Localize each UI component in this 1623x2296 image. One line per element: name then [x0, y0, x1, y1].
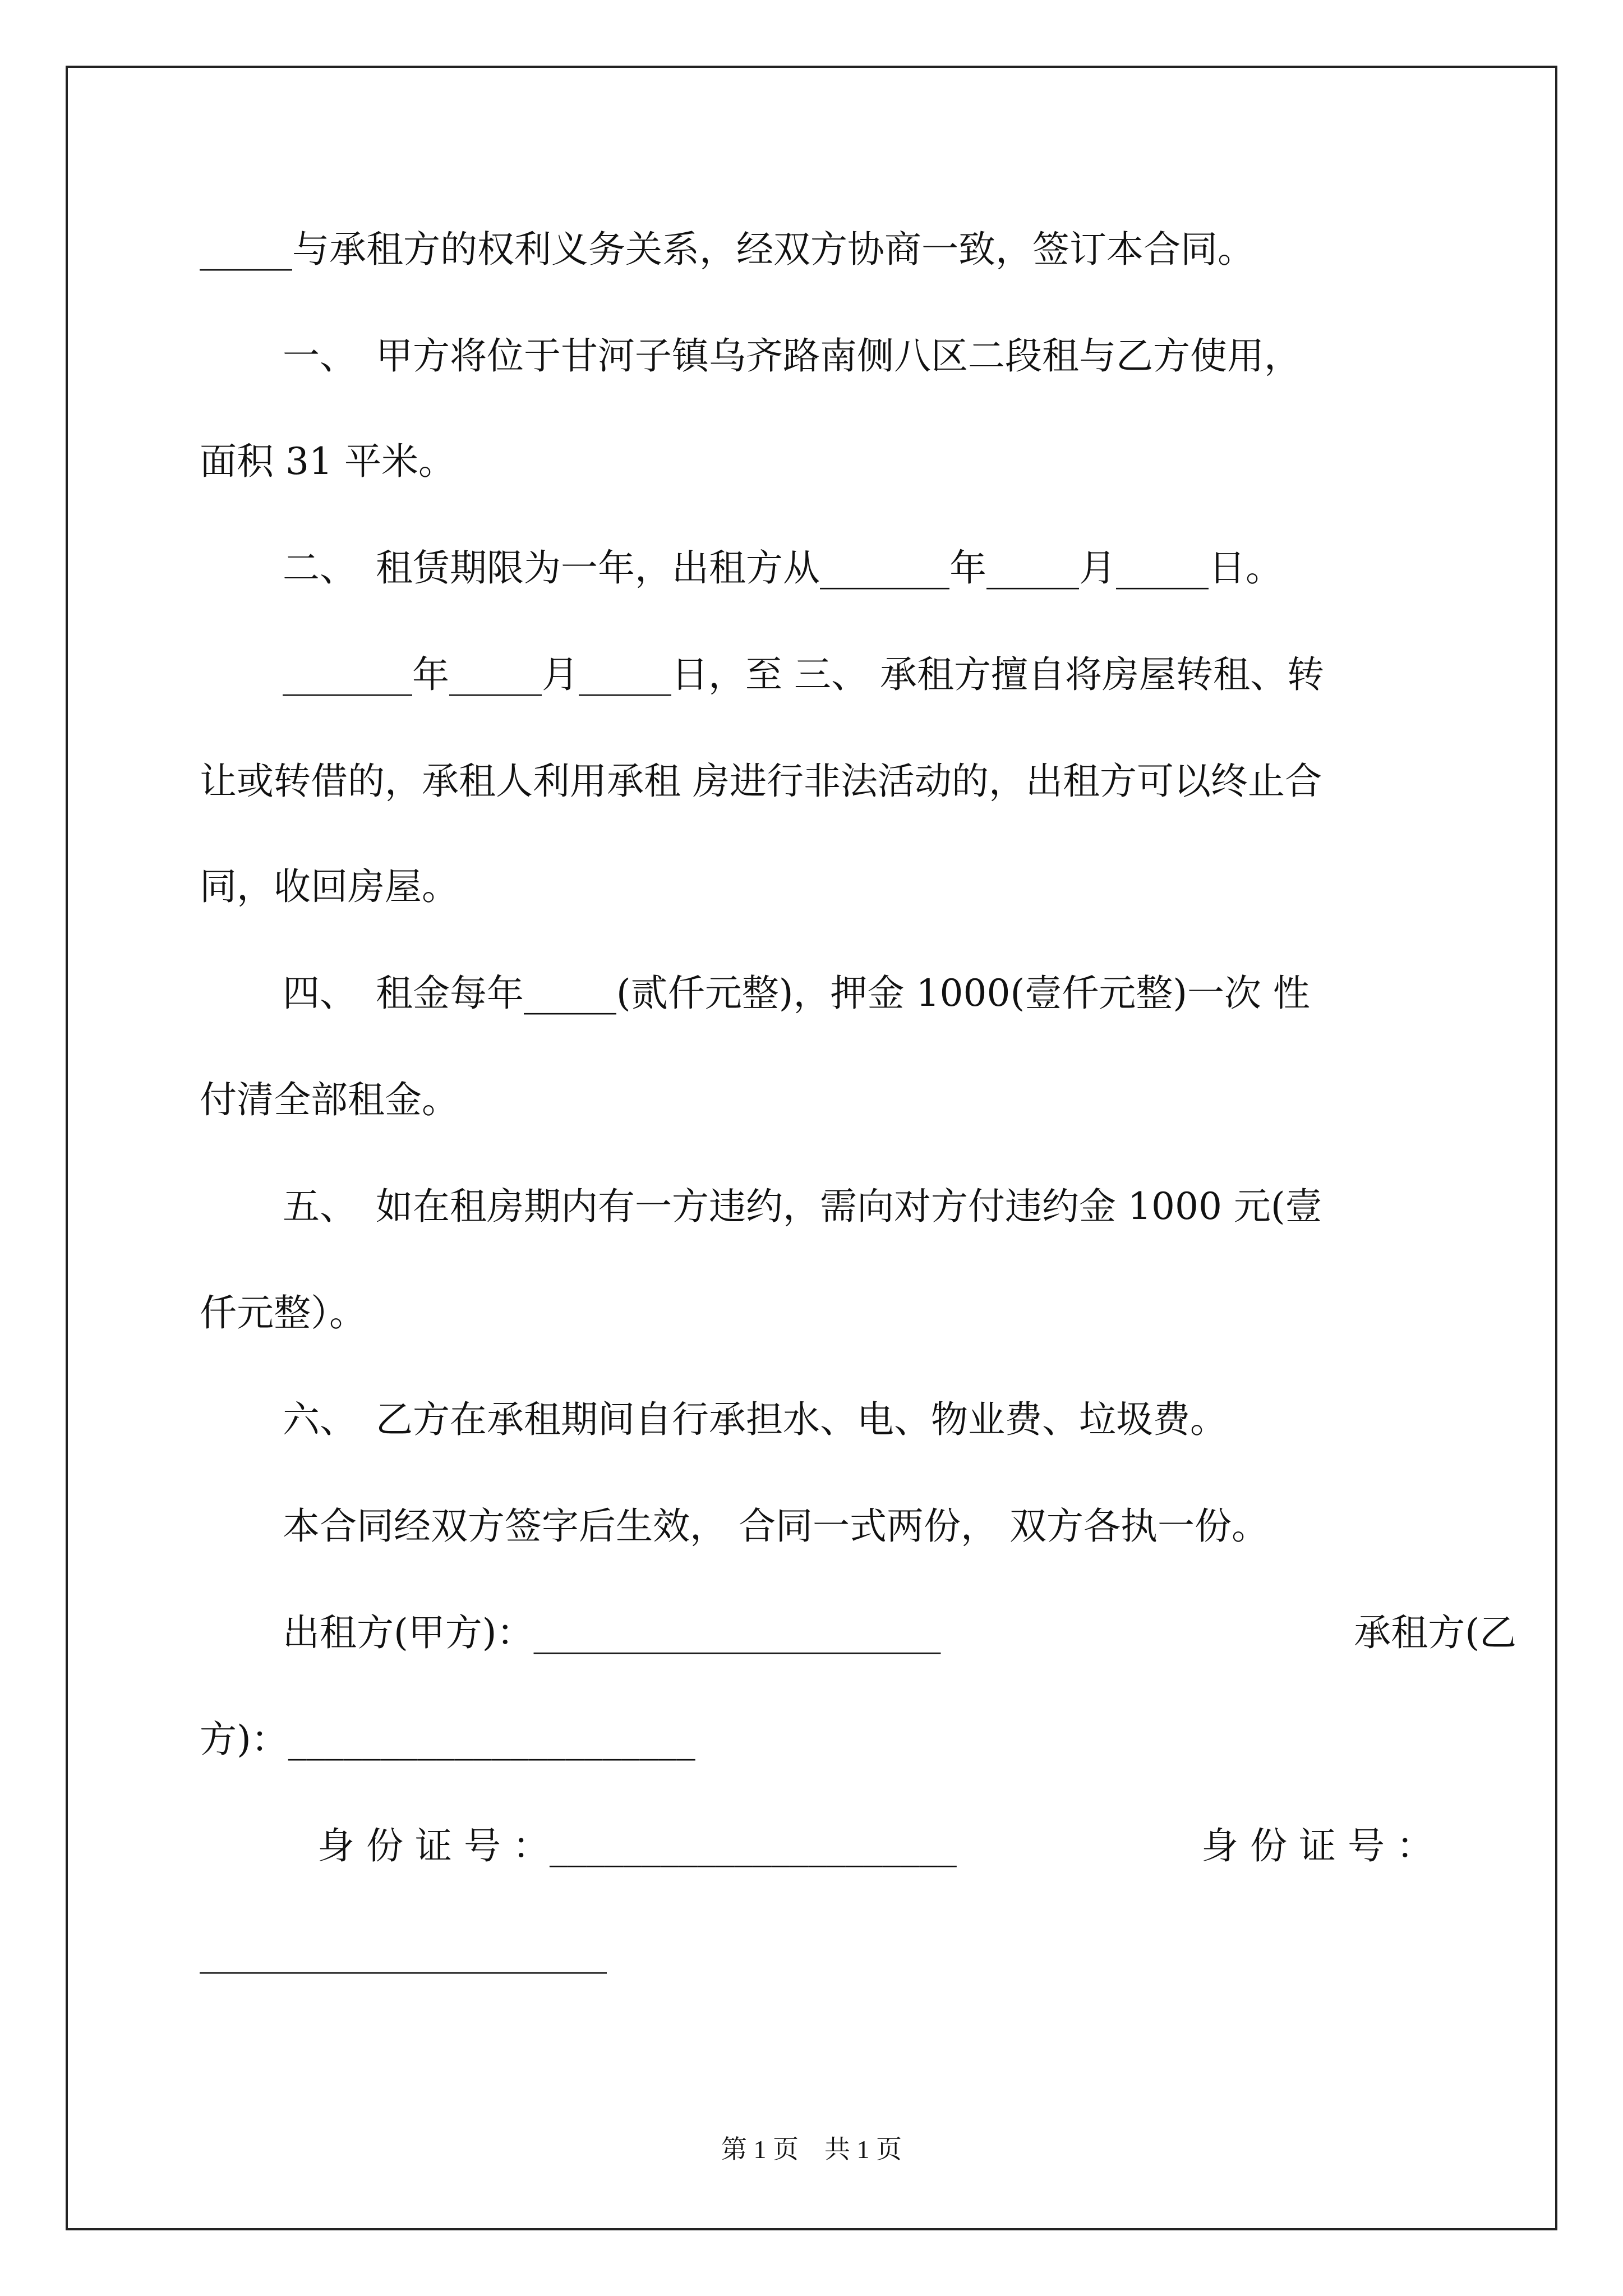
clause-4-text: 租金每年_____(贰仟元整)，押金 1000(壹仟元整)一次 性 — [376, 972, 1310, 1015]
lessee-id-blank: ______________________ — [200, 1931, 607, 1974]
id-number-line — [200, 1821, 1433, 1871]
clause-6 — [200, 1395, 1516, 1445]
lessee-id-label: 身 份 证 号 ： — [1201, 1824, 1433, 1867]
clause-2-text: 租赁期限为一年，出租方从_______年_____月_____日。 — [376, 546, 1283, 590]
paragraph-intro: _____与承租方的权利义务关系，经双方协商一致，签订本合同。 — [200, 228, 1255, 271]
page-footer — [0, 2133, 1623, 2166]
clause-3-line-3: 同，收回房屋。 — [200, 865, 459, 908]
page-current: 第 1 页 — [721, 2135, 799, 2164]
lessee-signature-label: 承租方(乙 — [1354, 1611, 1516, 1654]
clause-2 — [200, 543, 1516, 593]
clause-4-line-2: 付清全部租金。 — [200, 1078, 459, 1121]
clause-2-number: 二、 — [283, 546, 357, 590]
lessor-id-label: 身 份 证 号 ：______________________ — [317, 1824, 957, 1867]
clause-3-line-1: _______年_____月_____日，至 三、 承租方擅自将房屋转租、转 — [283, 653, 1324, 696]
signature-line-1 — [200, 1608, 1516, 1658]
page-border — [66, 66, 1557, 2230]
effect-clause: 本合同经双方签字后生效， 合同一式两份， 双方各执一份。 — [283, 1504, 1269, 1548]
clause-4-number: 四、 — [283, 972, 357, 1015]
clause-5-line-1 — [200, 1181, 1516, 1232]
clause-1-number: 一、 — [283, 334, 357, 378]
clause-1-line-1 — [200, 331, 1516, 381]
lessor-signature-label: 出租方(甲方)：______________________ — [283, 1611, 941, 1654]
clause-6-text: 乙方在承租期间自行承担水、电、物业费、垃圾费。 — [376, 1398, 1227, 1441]
clause-5-text: 如在租房期内有一方违约，需向对方付违约金 1000 元(壹 — [376, 1185, 1322, 1228]
clause-1-text: 甲方将位于甘河子镇乌齐路南侧八区二段租与乙方使用， — [376, 334, 1301, 378]
page-total: 共 1 页 — [824, 2135, 902, 2164]
clause-4-line-1 — [200, 968, 1516, 1019]
clause-3-line-2: 让或转借的，承租人利用承租 房进行非法活动的，出租方可以终止合 — [200, 760, 1322, 803]
signature-line-2: 方)：______________________ — [200, 1718, 695, 1761]
clause-5-number: 五、 — [283, 1185, 357, 1228]
clause-1-line-2: 面积 31 平米。 — [200, 440, 455, 483]
clause-5-line-2: 仟元整）。 — [200, 1291, 366, 1335]
clause-6-number: 六、 — [283, 1398, 357, 1441]
